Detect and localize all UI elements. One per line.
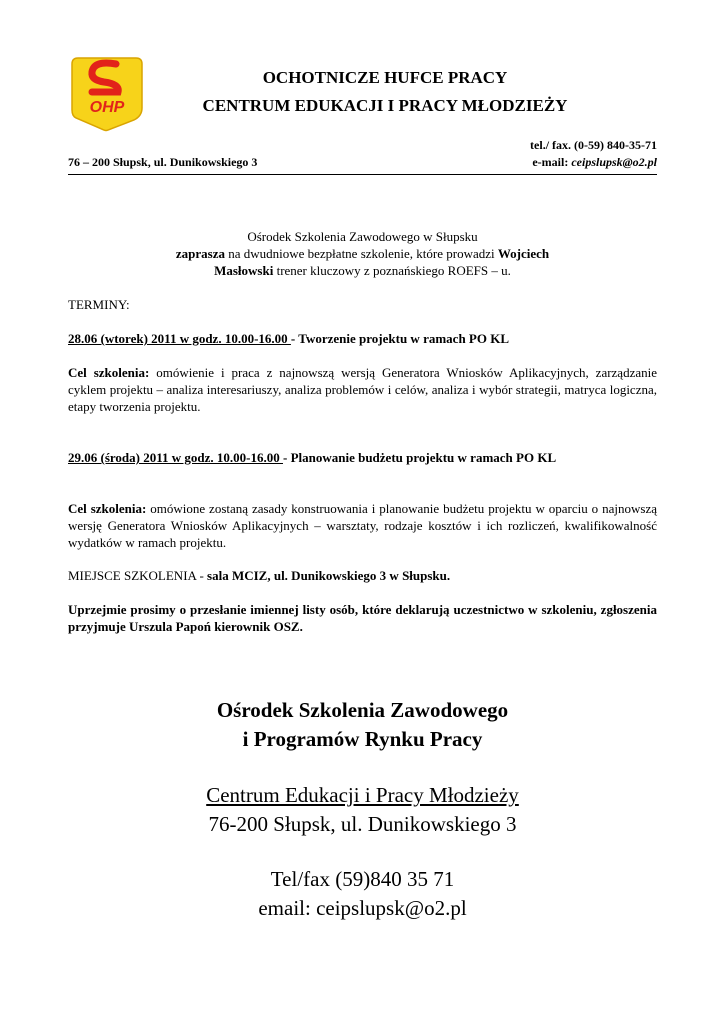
footer-line4: 76-200 Słupsk, ul. Dunikowskiego 3: [208, 812, 517, 836]
contact-address: 76 – 200 Słupsk, ul. Dunikowskiego 3: [68, 155, 258, 169]
intro-line1: Ośrodek Szkolenia Zawodowego w Słupsku: [247, 229, 478, 244]
footer-line2: i Programów Rynku Pracy: [242, 727, 483, 751]
session2-goal: [68, 500, 657, 551]
header-divider: [68, 174, 657, 175]
venue-text: sala MCIZ, ul. Dunikowskiego 3 w Słupsku.: [207, 568, 451, 583]
intro-line3: [68, 262, 657, 279]
contact-phone: tel./ fax. (0-59) 840-35-71: [530, 138, 657, 152]
intro-invites: zaprasza: [175, 246, 225, 261]
session2-date: 29.06 (środa) 2011 w godz. 10.00-16.00: [68, 450, 283, 465]
footer-line5: Tel/fax (59)840 35 71: [270, 867, 455, 891]
contact-email: [532, 155, 657, 170]
email-label: e-mail:: [532, 155, 572, 169]
trainer-last-name: Masłowski: [214, 263, 274, 278]
session1-date: 28.06 (wtorek) 2011 w godz. 10.00-16.00: [68, 331, 291, 346]
footer-line6: email: ceipslupsk@o2.pl: [258, 896, 467, 920]
session2-goal-label: Cel szkolenia:: [68, 501, 147, 516]
footer-line3: Centrum Edukacji i Pracy Młodzieży: [206, 783, 519, 807]
session2-goal-text: omówione zostaną zasady konstruowania i planowanie budżetu projektu w oparciu o najnowszą wersję Generatora Wniosków Aplikacyjnych – warsztaty, rodzaje kosztów i ich rozliczeń, kwalifikowalność wydatków w ramach projektu.: [68, 501, 657, 550]
intro-text: na dwudniowe bezpłatne szkolenie, które prowadzi: [224, 246, 498, 261]
registration-request: Uprzejmie prosimy o przesłanie imiennej listy osób, które deklarują uczestnictwo w szkoleniu, zgłoszenia przyjmuje Urszula Papoń kierownik OSZ.: [68, 602, 657, 634]
session1-goal-label: Cel szkolenia:: [68, 365, 150, 380]
session1-goal-text: omówienie i praca z najnowszą wersją Generatora Wniosków Aplikacyjnych, zarządzanie cyklem projektu – analiza interesariuszy, analiza problemów i celów, analiza i wybór strategii, matryca logiczna, etapy tworzenia projektu.: [68, 365, 658, 414]
terms-label: TERMINY:: [68, 297, 130, 312]
session2-title: - Planowanie budżetu projektu w ramach PO KL: [282, 450, 557, 465]
logo-text: OHP: [89, 99, 125, 116]
session1-title: - Tworzenie projektu w ramach PO KL: [290, 331, 510, 346]
venue: [68, 567, 657, 584]
intro-trainer-desc: trener kluczowy z poznańskiego ROEFS – u.: [273, 263, 511, 278]
org-name-line2: CENTRUM EDUKACJI I PRACY MŁODZIEŻY: [202, 96, 568, 115]
trainer-first-name: Wojciech: [497, 246, 550, 261]
session1-heading: [68, 330, 657, 347]
session2-heading: [68, 449, 657, 466]
intro-line2: [68, 245, 657, 262]
footer-line1: Ośrodek Szkolenia Zawodowego: [216, 698, 509, 722]
org-name-line1: OCHOTNICZE HUFCE PRACY: [262, 68, 508, 87]
ohp-logo: [68, 50, 146, 132]
venue-label: MIEJSCE SZKOLENIA -: [68, 568, 208, 583]
email-value[interactable]: ceipslupsk@o2.pl: [571, 155, 657, 169]
session1-goal: [68, 364, 657, 415]
